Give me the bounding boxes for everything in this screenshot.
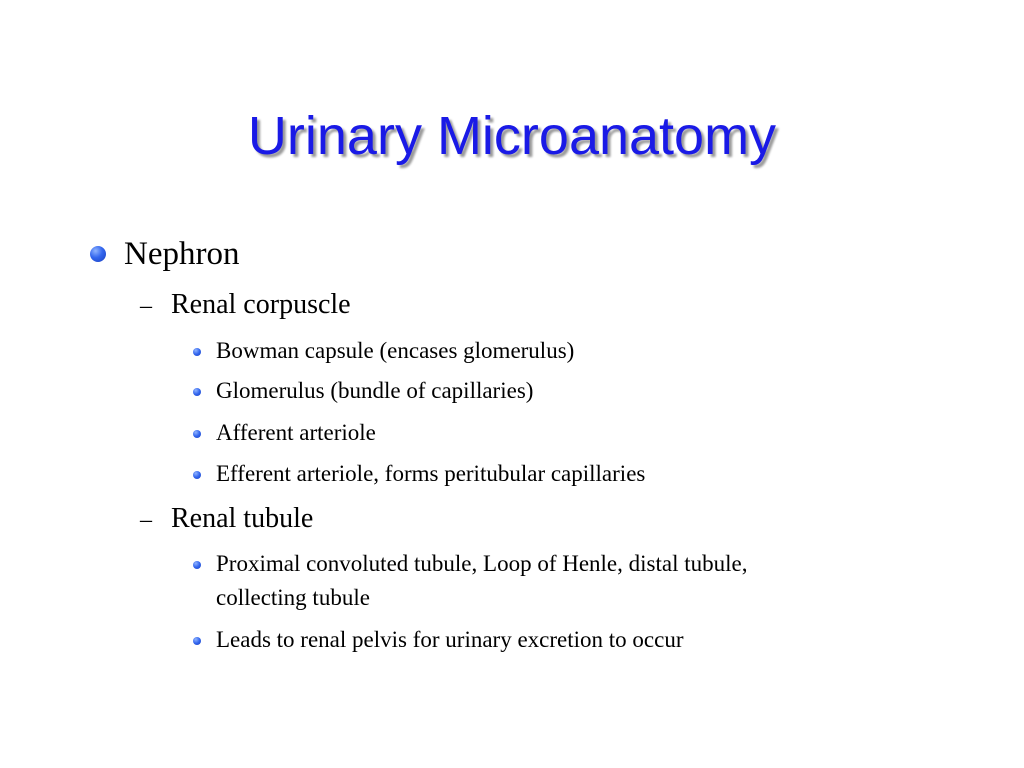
list-item: Efferent arteriole, forms peritubular capillaries xyxy=(216,461,646,486)
small-dot-bullet-icon xyxy=(193,388,201,396)
list-item: Leads to renal pelvis for urinary excretion to occur xyxy=(216,627,684,652)
dash-bullet-icon: – xyxy=(140,507,152,533)
small-dot-bullet-icon xyxy=(193,348,201,356)
list-item: Afferent arteriole xyxy=(216,420,376,445)
small-dot-bullet-icon xyxy=(193,471,201,479)
small-dot-bullet-icon xyxy=(193,561,201,569)
bullet-nephron: Nephron xyxy=(124,236,240,272)
small-dot-bullet-icon xyxy=(193,430,201,438)
slide-title: Urinary Microanatomy xyxy=(247,106,777,166)
subheading-renal-tubule: Renal tubule xyxy=(171,503,314,534)
dash-bullet-icon: – xyxy=(140,293,152,319)
list-item: Proximal convoluted tubule, Loop of Henle, distal tubule, xyxy=(216,551,748,576)
list-item: Bowman capsule (encases glomerulus) xyxy=(216,338,575,363)
blue-dot-bullet-icon xyxy=(90,246,106,262)
list-item: Glomerulus (bundle of capillaries) xyxy=(216,378,534,403)
list-item-continuation: collecting tubule xyxy=(216,585,370,610)
subheading-renal-corpuscle: Renal corpuscle xyxy=(171,289,351,320)
small-dot-bullet-icon xyxy=(193,637,201,645)
